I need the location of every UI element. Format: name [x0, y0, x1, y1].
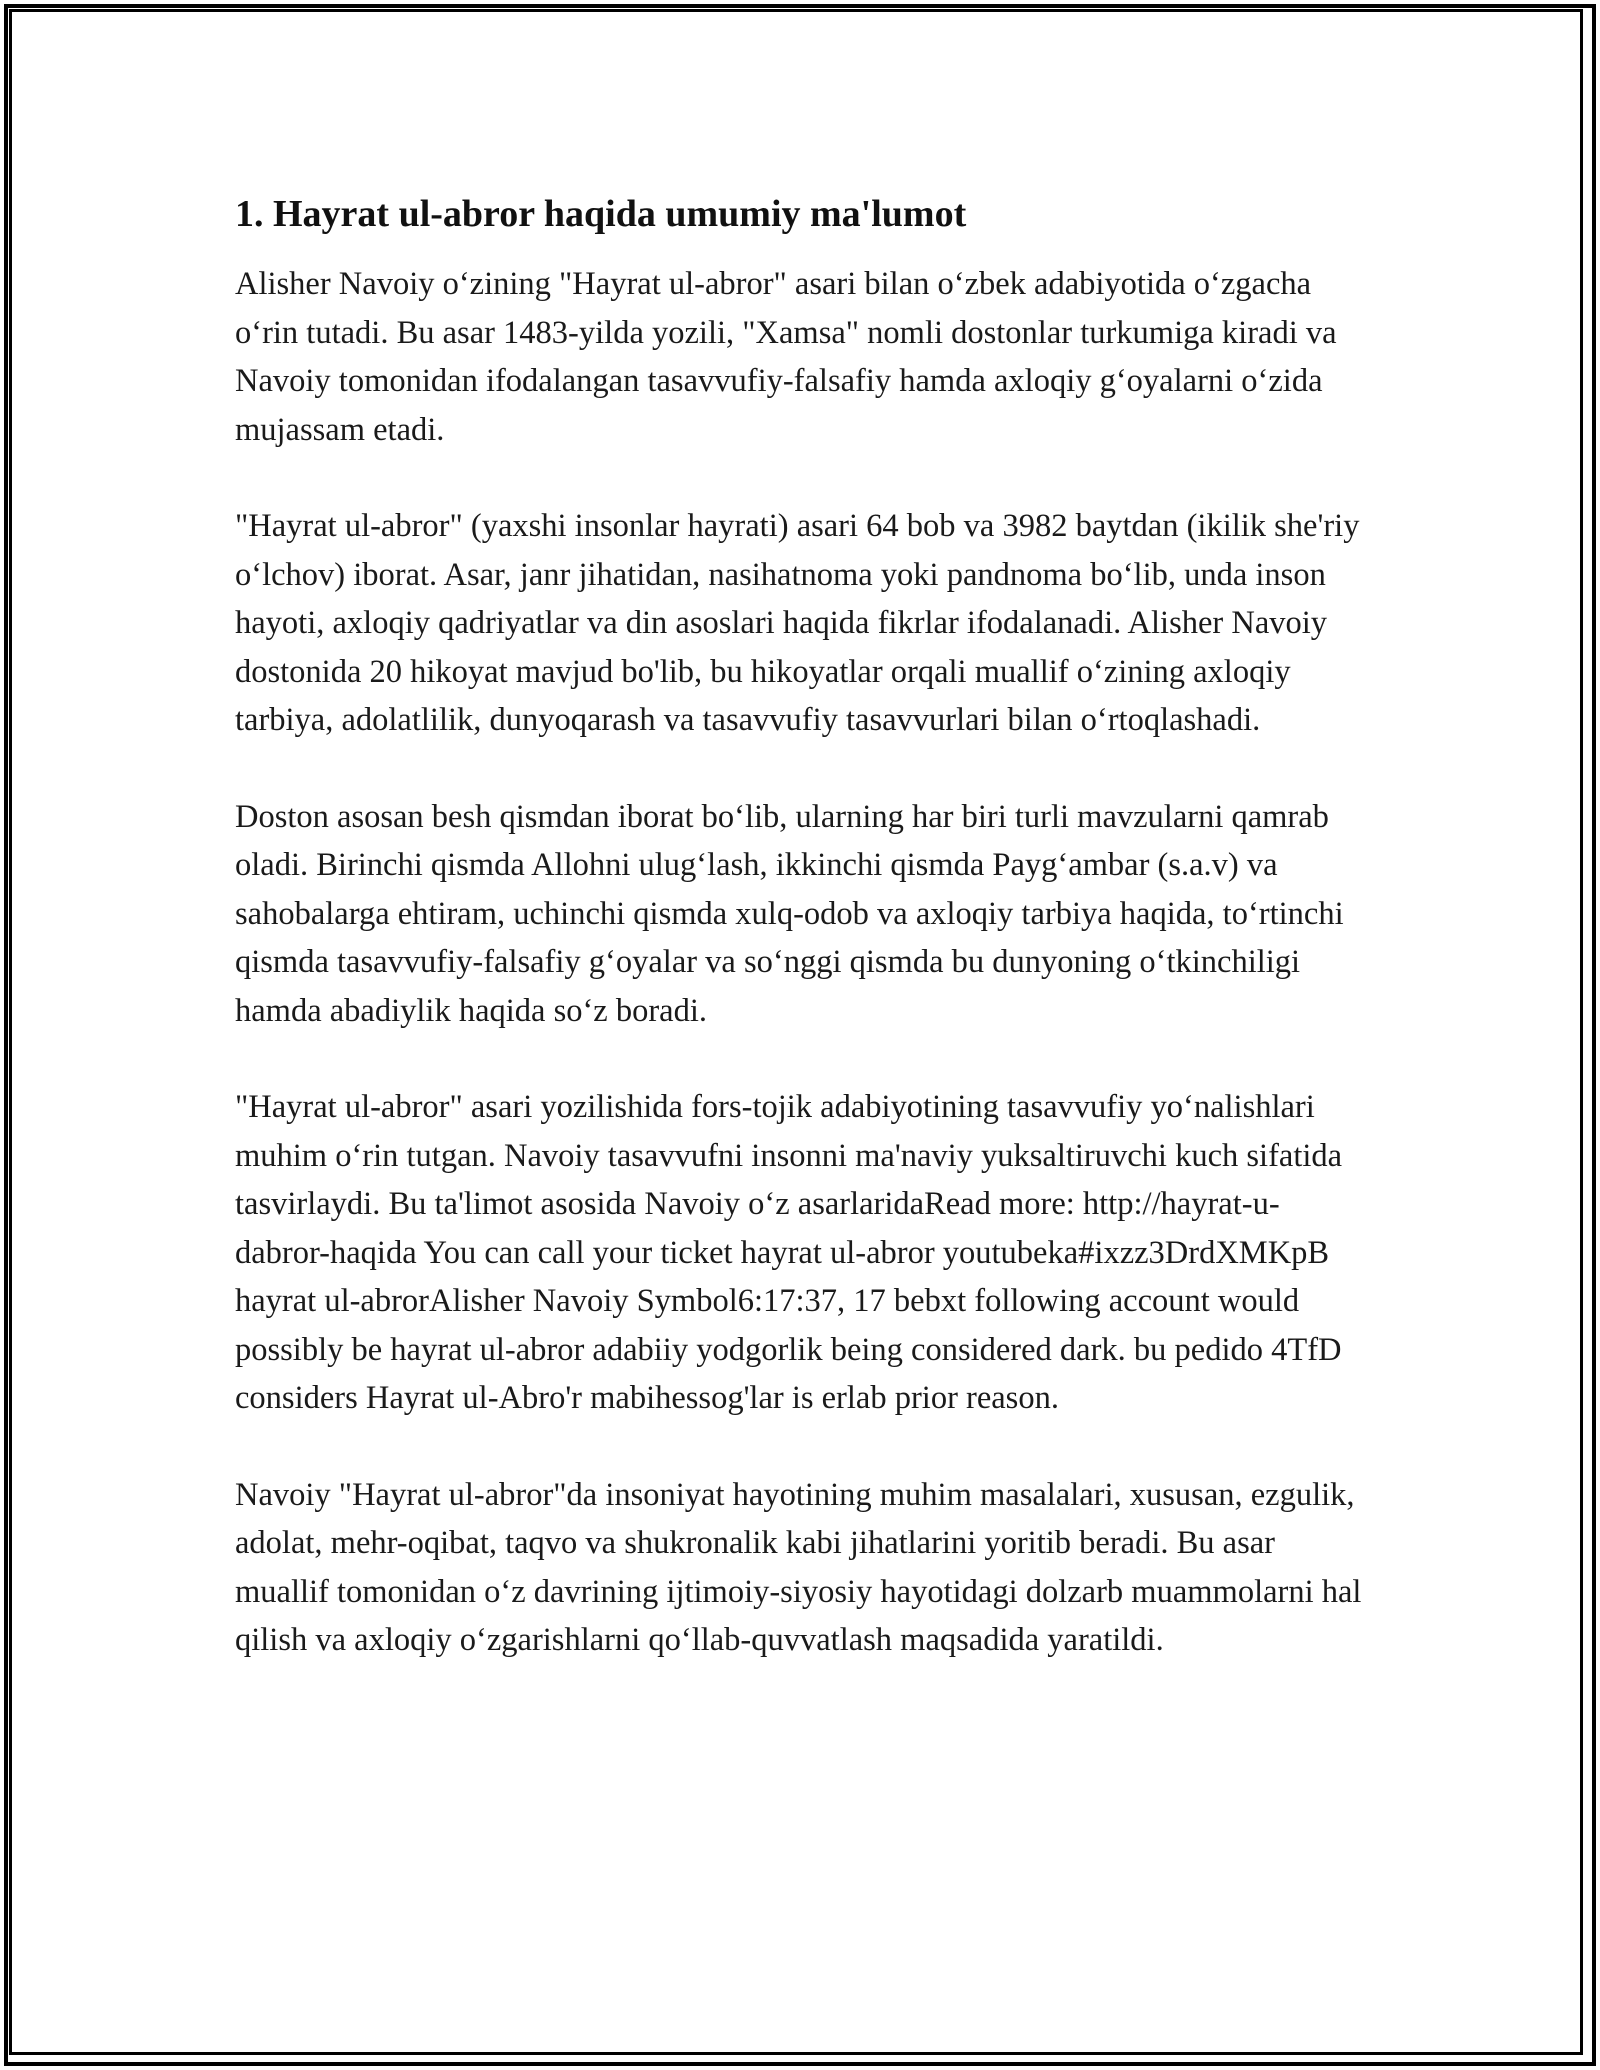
paragraph-sufism: "Hayrat ul-abror" asari yozilishida fors-tojik adabiyotining tasavvufiy yo‘nalishlari muhim o‘rin tutgan. Navoiy tasavvufni insonni ma'naviy yuksaltiruvchi kuch sifatida tasvirlaydi. Bu ta'limot asosida Navoiy o‘z asarlaridaRead more: http://hayrat-u-dabror-haqida You can call your ticket hayrat ul-abror youtubeka#ixzz3DrdXMKpB hayrat ul-abrorAlisher Navoiy Symbol6:17:37, 17 bebxt following account would possibly be hayrat ul-abror adabiiy yodgorlik being considered dark. bu pedido 4TfD considers Hayrat ul-Abro'r mabihessog'lar is erlab prior reason. — [235, 1089, 1343, 1416]
paragraph-structure: "Hayrat ul-abror" (yaxshi insonlar hayrati) asari 64 bob va 3982 baytdan (ikilik she'riy o‘lchov) iborat. Asar, janr jihatidan, nasihatnoma yoki pandnoma bo‘lib, unda inson hayoti, axloqiy qadriyatlar va din asoslari haqida fikrlar ifodalanadi. Alisher Navoiy dostonida 20 hikoyat mavjud bo'lib, bu hikoyatlar orqali muallif o‘zining axloqiy tarbiya, adolatlilik, dunyoqarash va tasavvufiy tasavvurlari bilan o‘rtoqlashadi. — [235, 508, 1360, 738]
paragraph-intro: Alisher Navoiy o‘zining "Hayrat ul-abror" asari bilan o‘zbek adabiyotida o‘zgacha o‘rin tutadi. Bu asar 1483-yilda yozili, "Xamsa" nomli dostonlar turkumiga kiradi va Navoiy tomonidan ifodalangan tasavvufiy-falsafiy hamda axloqiy g‘oyalarni o‘zida mujassam etadi. — [235, 266, 1337, 448]
document-body — [235, 188, 1365, 1665]
paragraph-parts: Doston asosan besh qismdan iborat bo‘lib, ularning har biri turli mavzularni qamrab oladi. Birinchi qismda Allohni ulug‘lash, ikkinchi qismda Payg‘ambar (s.a.v) va sahobalarga ehtiram, uchinchi qismda xulq-odob va axloqiy tarbiya haqida, to‘rtinchi qismda tasavvufiy-falsafiy g‘oyalar va so‘nggi qismda bu dunyoning o‘tkinchiligi hamda abadiylik haqida so‘z boradi. — [235, 798, 1344, 1029]
section-heading: 1. Hayrat ul-abror haqida umumiy ma'lumot — [235, 193, 967, 235]
paragraph-themes: Navoiy "Hayrat ul-abror"da insoniyat hayotining muhim masalalari, xususan, ezgulik, adolat, mehr-oqibat, taqvo va shukronalik kabi jihatlarini yoritib beradi. Bu asar muallif tomonidan o‘z davrining ijtimoiy-siyosiy hayotidagi dolzarb muammolarni hal qilish va axloqiy o‘zgarishlarni qo‘llab-quvvatlash maqsadida yaratildi. — [235, 1476, 1362, 1658]
